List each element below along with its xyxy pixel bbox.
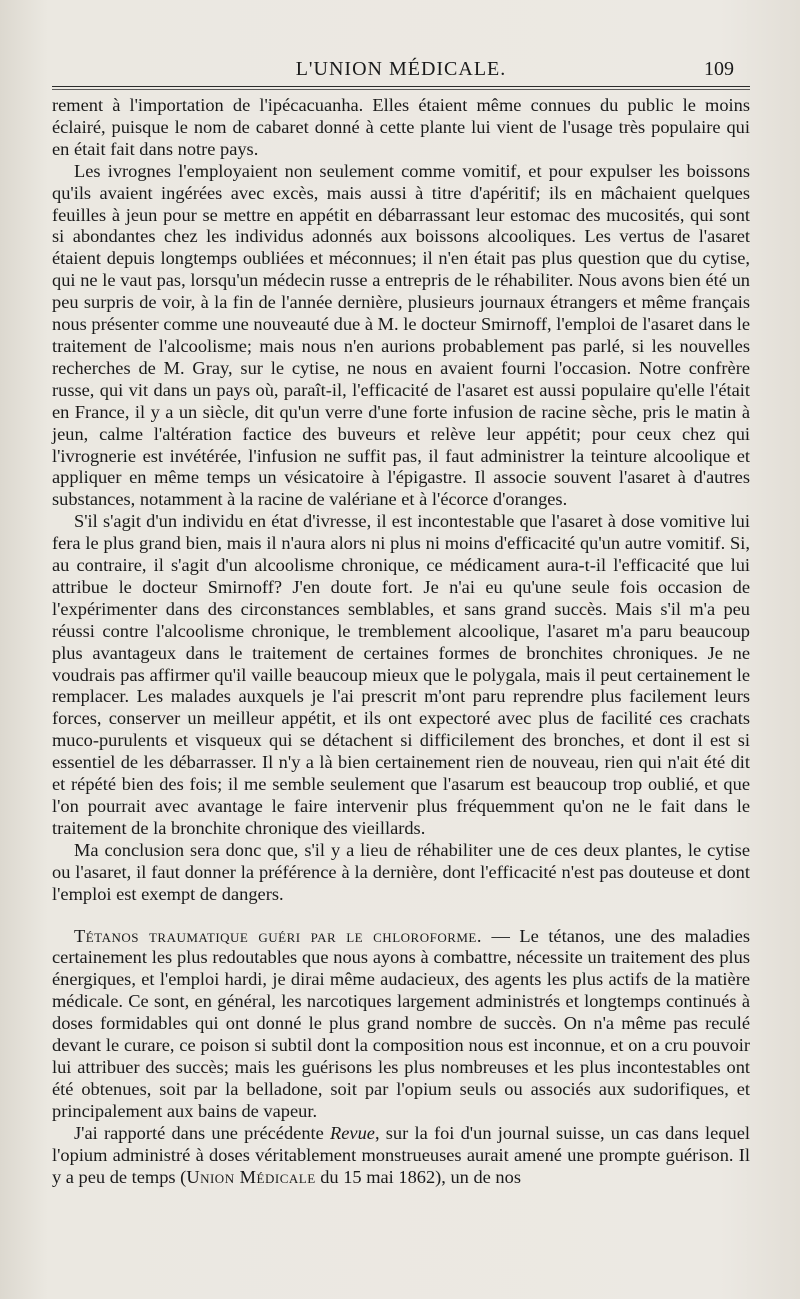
paragraph-5-text: — Le tétanos, une des maladies certainement les plus redoutables que nous ayons à combattre, nécessite un traitement des plus énergiques, et l'emploi hardi, je dirai même audacieux, des agents les plus actifs de la matière médicale. Ce sont, en général, les narcotiques largement administrés et longtemps continués à doses formidables qui ont donné le plus grand nombre de succès. On n'a même pas reculé devant le curare, ce poison si subtil dont la composition nous est inconnue, et on a cru pouvoir lui attribuer des succès; mais les guérisons les plus nombreuses et les plus incontestables ont été obtenues, soit par la belladone, soit par l'opium seuls ou associés aux sudorifiques, et principalement aux bains de vapeur. xyxy=(52,925,751,1121)
section-heading: Tétanos traumatique guéri par le chloroforme. xyxy=(74,925,482,946)
paragraph-2: Les ivrognes l'employaient non seulement comme vomitif, et pour expulser les boissons qu'ils avaient ingérées avec excès, mais aussi à titre d'apéritif; ils en mâchaient quelques feuilles à jeun pour se mettre en appétit en débarrassant leur estomac des mucosités, qui sont si abondantes chez les individus adonnés aux boissons alcooliques. Les vertus de l'asaret étaient depuis longtemps oubliées et méconnues; il n'en était pas plus question que du cytise, qui ne le vaut pas, lorsqu'un médecin russe a entrepris de le réhabiliter. Nous avons bien été un peu surpris de voir, à la fin de l'année dernière, plusieurs journaux étrangers et même français nous présenter comme une nouveauté due à M. le docteur Smirnoff, l'emploi de l'asaret dans le traitement de l'alcoolisme; mais nous n'en aurions probablement pas parlé, si les nouvelles recherches de M. Gray, sur le cytise, ne nous en avaient fourni l'occasion. Notre confrère russe, qui vit dans un pays où, paraît-il, l'efficacité de l'asaret est aussi populaire qu'elle l'était en France, il y a un siècle, dit qu'un verre d'une forte infusion de racine sèche, pris le matin à jeun, calme l'altération factice des buveurs et relève leur appétit; pour ceux chez qui l'ivrognerie est invétérée, l'infusion ne suffit pas, il faut administrer la teinture alcoolique et appliquer en même temps un vésicatoire à l'épigastre. Il associe souvent l'asaret à d'autres substances, notamment à la racine de valériane et à l'écorce d'oranges. xyxy=(52,160,750,510)
page-number: 109 xyxy=(704,58,734,80)
revue-title: Revue xyxy=(330,1122,375,1143)
paragraph-6-part-b: , sur la foi d'un journal suisse, un cas dans lequel l'opium administré à doses véritablement monstrueuses aurait amené une prompte guérison. Il y a peu de temps ( xyxy=(52,1122,750,1187)
paragraph-6-part-c: du 15 mai 1862), un de nos xyxy=(315,1166,521,1187)
paragraph-4: Ma conclusion sera donc que, s'il y a lieu de réhabiliter une de ces deux plantes, le cytise ou l'asaret, il faut donner la préférence à la dernière, dont l'efficacité n'est pas douteuse et dont l'emploi est exempt de dangers. xyxy=(52,839,750,904)
paragraph-1: rement à l'importation de l'ipécacuanha. Elles étaient même connues du public le moins éclairé, puisque le nom de cabaret donné à cette plante lui vient de l'usage très populaire qui en était fait dans notre pays. xyxy=(52,95,750,159)
paragraph-6 xyxy=(52,1123,750,1189)
paragraph-3: S'il s'agit d'un individu en état d'ivresse, il est incontestable que l'asaret à dose vomitive lui fera le plus grand bien, mais il n'aura alors ni plus ni moins d'efficacité qu'un autre vomitif. Si, au contraire, il s'agit d'un alcoolisme chronique, ce médicament aura-t-il l'efficacité que lui attribue le docteur Smirnoff? J'en doute fort. Je n'ai eu qu'une seule fois occasion de l'expérimenter dans des circonstances semblables, et sans grand succès. Mais s'il m'a peu réussi contre l'alcoolisme chronique, le tremblement alcoolique, l'asaret m'a paru beaucoup plus avantageux dans le traitement de certaines formes de bronchites chroniques. Je ne voudrais pas affirmer qu'il vaille beaucoup mieux que le polygala, mais il peut certainement le remplacer. Les malades auxquels je l'ai prescrit m'ont paru reprendre plus facilement leurs forces, conserver un meilleur appétit, et ils ont expectoré avec plus de facilité ces crachats muco-purulents et visqueux qui se détachent si difficilement des bronches, et dont il est si essentiel de les débarrasser. Il n'y a là bien certainement rien de nouveau, rien qui n'ait été dit et répété bien des fois; il me semble seulement que l'asarum est beaucoup trop oublié, et que l'on pourrait avec avantage le faire intervenir plus fréquemment qu'on ne le fait dans le traitement de la bronchite chronique des vieillards. xyxy=(52,511,750,838)
running-title: L'UNION MÉDICALE. xyxy=(295,58,507,80)
journal-name: Union Médicale xyxy=(186,1166,316,1187)
article-body xyxy=(52,95,750,1188)
paragraph-5 xyxy=(52,926,750,1123)
page-header xyxy=(52,52,750,87)
paragraph-6-part-a: J'ai rapporté dans une précédente xyxy=(74,1122,331,1143)
section-separator xyxy=(52,906,750,926)
